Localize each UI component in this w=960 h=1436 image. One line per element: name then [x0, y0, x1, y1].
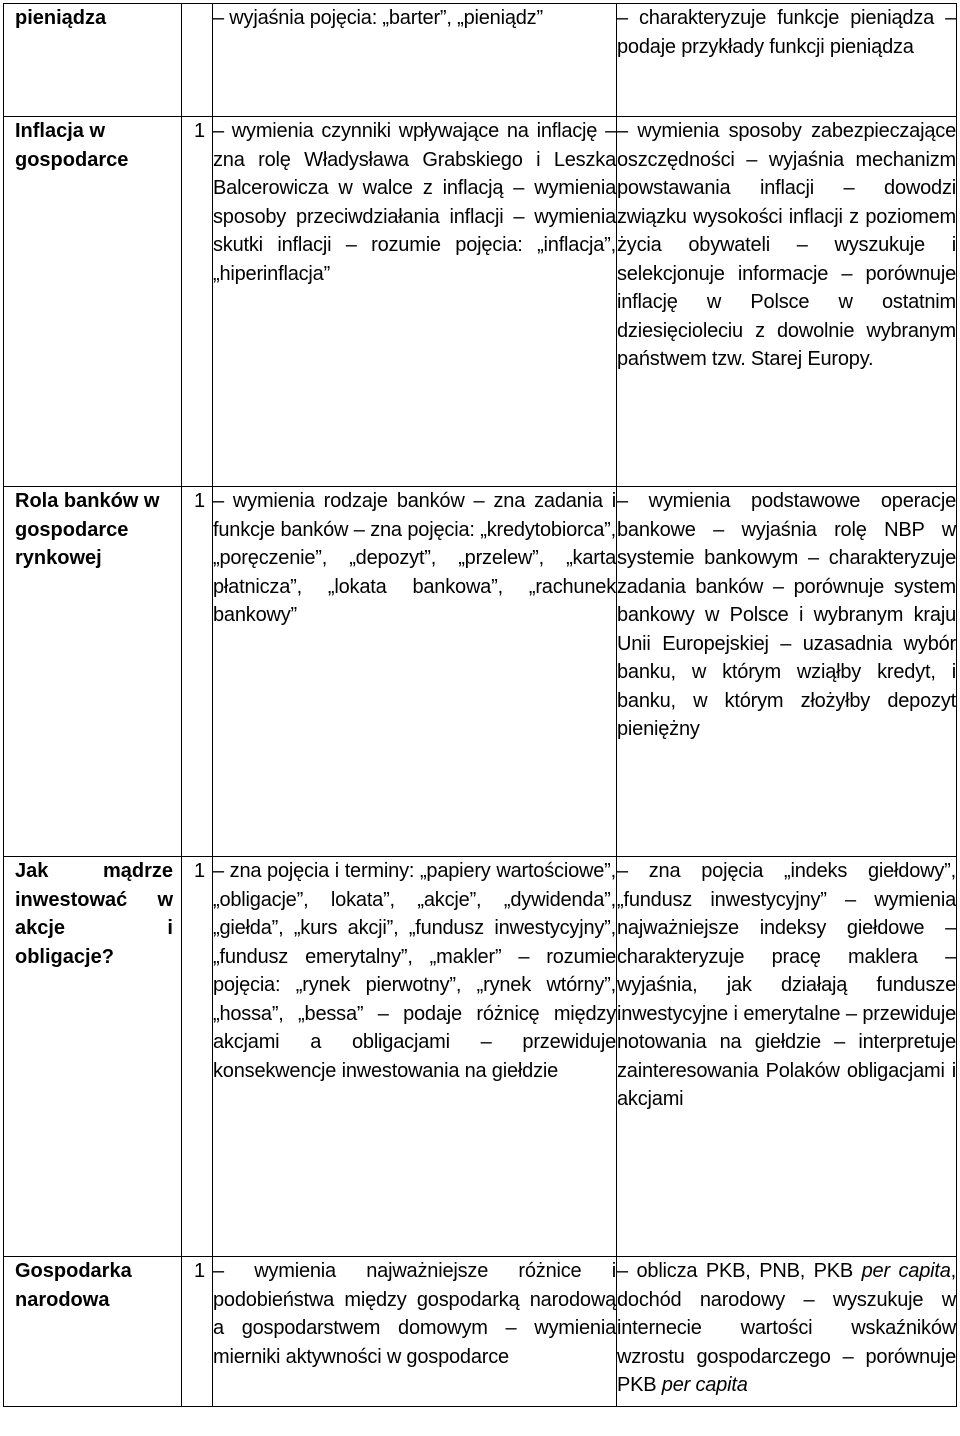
extended-requirements: – charakteryzuje funkcje pieniądza – podaje przykłady funkcji pieniądza [617, 7, 956, 58]
curriculum-table [3, 3, 957, 1407]
basic-requirements: – wyjaśnia pojęcia: „barter”, „pieniądz” [213, 7, 543, 29]
extended-requirements-cell [617, 1257, 957, 1407]
extended-requirements: – wymienia sposoby zabezpieczające oszczędności – wyjaśnia mechanizm powstawania inflacji – dowodzi związku wysokości inflacji z poziomem życia obywateli – wyszukuje i selekcjonuje informacje – porównuje inflację w Polsce w ostatnim dziesięcioleciu z dowolnie wybranym państwem tzw. Starej Europy. [617, 120, 956, 370]
basic-requirements: – wymienia najważniejsze różnice i podobieństwa między gospodarką narodową a gospodarstwem domowym – wymienia mierniki aktywności w gospodarce [213, 1260, 616, 1368]
table-row [4, 4, 957, 117]
hours-cell [182, 1257, 213, 1407]
basic-requirements-cell [213, 4, 617, 117]
basic-requirements: – wymienia rodzaje banków – zna zadania i funkcje banków – zna pojęcia: „kredytobiorca”, „poręczenie”, „depozyt”, „przelew”, „karta płatnicza”, „lokata bankowa”, „rachunek bankowy” [213, 490, 616, 626]
topic-title: Rola banków w gospodarce rynkowej [15, 490, 160, 569]
hours-cell [182, 857, 213, 1257]
topic-title: Inflacja w gospodarce [15, 120, 129, 171]
text-run: , dochód narodowy – wyszukuje w internecie wartości wskaźników wzrostu gospodarczego – porównuje PKB [617, 1260, 956, 1396]
topic-title: Gospodarka narodowa [15, 1260, 132, 1311]
topic-title: Jak mądrze inwestować w akcje i obligacje? [15, 860, 173, 968]
table-row [4, 117, 957, 487]
extended-requirements-cell [617, 4, 957, 117]
extended-requirements-cell [617, 117, 957, 487]
hours-value: 1 [194, 1260, 206, 1282]
basic-requirements-cell [213, 487, 617, 857]
topic-cell [4, 487, 182, 857]
topic-cell [4, 117, 182, 487]
extended-requirements: – wymienia podstawowe operacje bankowe – wyjaśnia rolę NBP w systemie bankowym – charakteryzuje zadania banków – porównuje system bankowy w Polsce i wybranym kraju Unii Europejskiej – uzasadnia wybór banku, w którym wziąłby kredyt, i banku, w którym złożyłby depozyt pieniężny [617, 490, 956, 740]
hours-cell [182, 117, 213, 487]
topic-title: pieniądza [15, 7, 107, 29]
extended-requirements-cell [617, 857, 957, 1257]
topic-cell [4, 4, 182, 117]
basic-requirements-cell [213, 117, 617, 487]
table-row [4, 1257, 957, 1407]
hours-cell [182, 487, 213, 857]
topic-cell [4, 1257, 182, 1407]
topic-cell [4, 857, 182, 1257]
italic-term: per capita [861, 1260, 951, 1282]
text-run: – oblicza PKB, PNB, PKB [617, 1260, 862, 1282]
table-row [4, 487, 957, 857]
basic-requirements: – wymienia czynniki wpływające na inflację – zna rolę Władysława Grabskiego i Leszka Balcerowicza w walce z inflacją – wymienia sposoby przeciwdziałania inflacji – wymienia skutki inflacji – rozumie pojęcia: „inflacja”, „hiperinflacja” [213, 120, 616, 285]
basic-requirements-cell [213, 857, 617, 1257]
basic-requirements-cell [213, 1257, 617, 1407]
italic-term: per capita [661, 1374, 748, 1396]
hours-value: 1 [194, 860, 206, 882]
extended-requirements [617, 1257, 956, 1400]
extended-requirements-cell [617, 487, 957, 857]
basic-requirements: – zna pojęcia i terminy: „papiery wartościowe”, „obligacje”, lokata”, „akcje”, „dywidenda”, „giełda”, „kurs akcji”, „fundusz inwestycyjny”, „fundusz emerytalny”, „makler” – rozumie pojęcia: „rynek pierwotny”, „rynek wtórny”, „hossa”, „bessa” – podaje różnicę między akcjami a obligacjami – przewiduje konsekwencje inwestowania na giełdzie [213, 860, 616, 1082]
hours-cell [182, 4, 213, 117]
extended-requirements: – zna pojęcia „indeks giełdowy”, „fundusz inwestycyjny” – wymienia najważniejsze indeksy giełdowe – charakteryzuje pracę maklera – wyjaśnia, jak działają fundusze inwestycyjne i emerytalne – przewiduje notowania na giełdzie – interpretuje zainteresowania Polaków obligacjami i akcjami [617, 860, 956, 1110]
hours-value: 1 [194, 490, 206, 512]
table-row [4, 857, 957, 1257]
hours-value: 1 [194, 120, 206, 142]
